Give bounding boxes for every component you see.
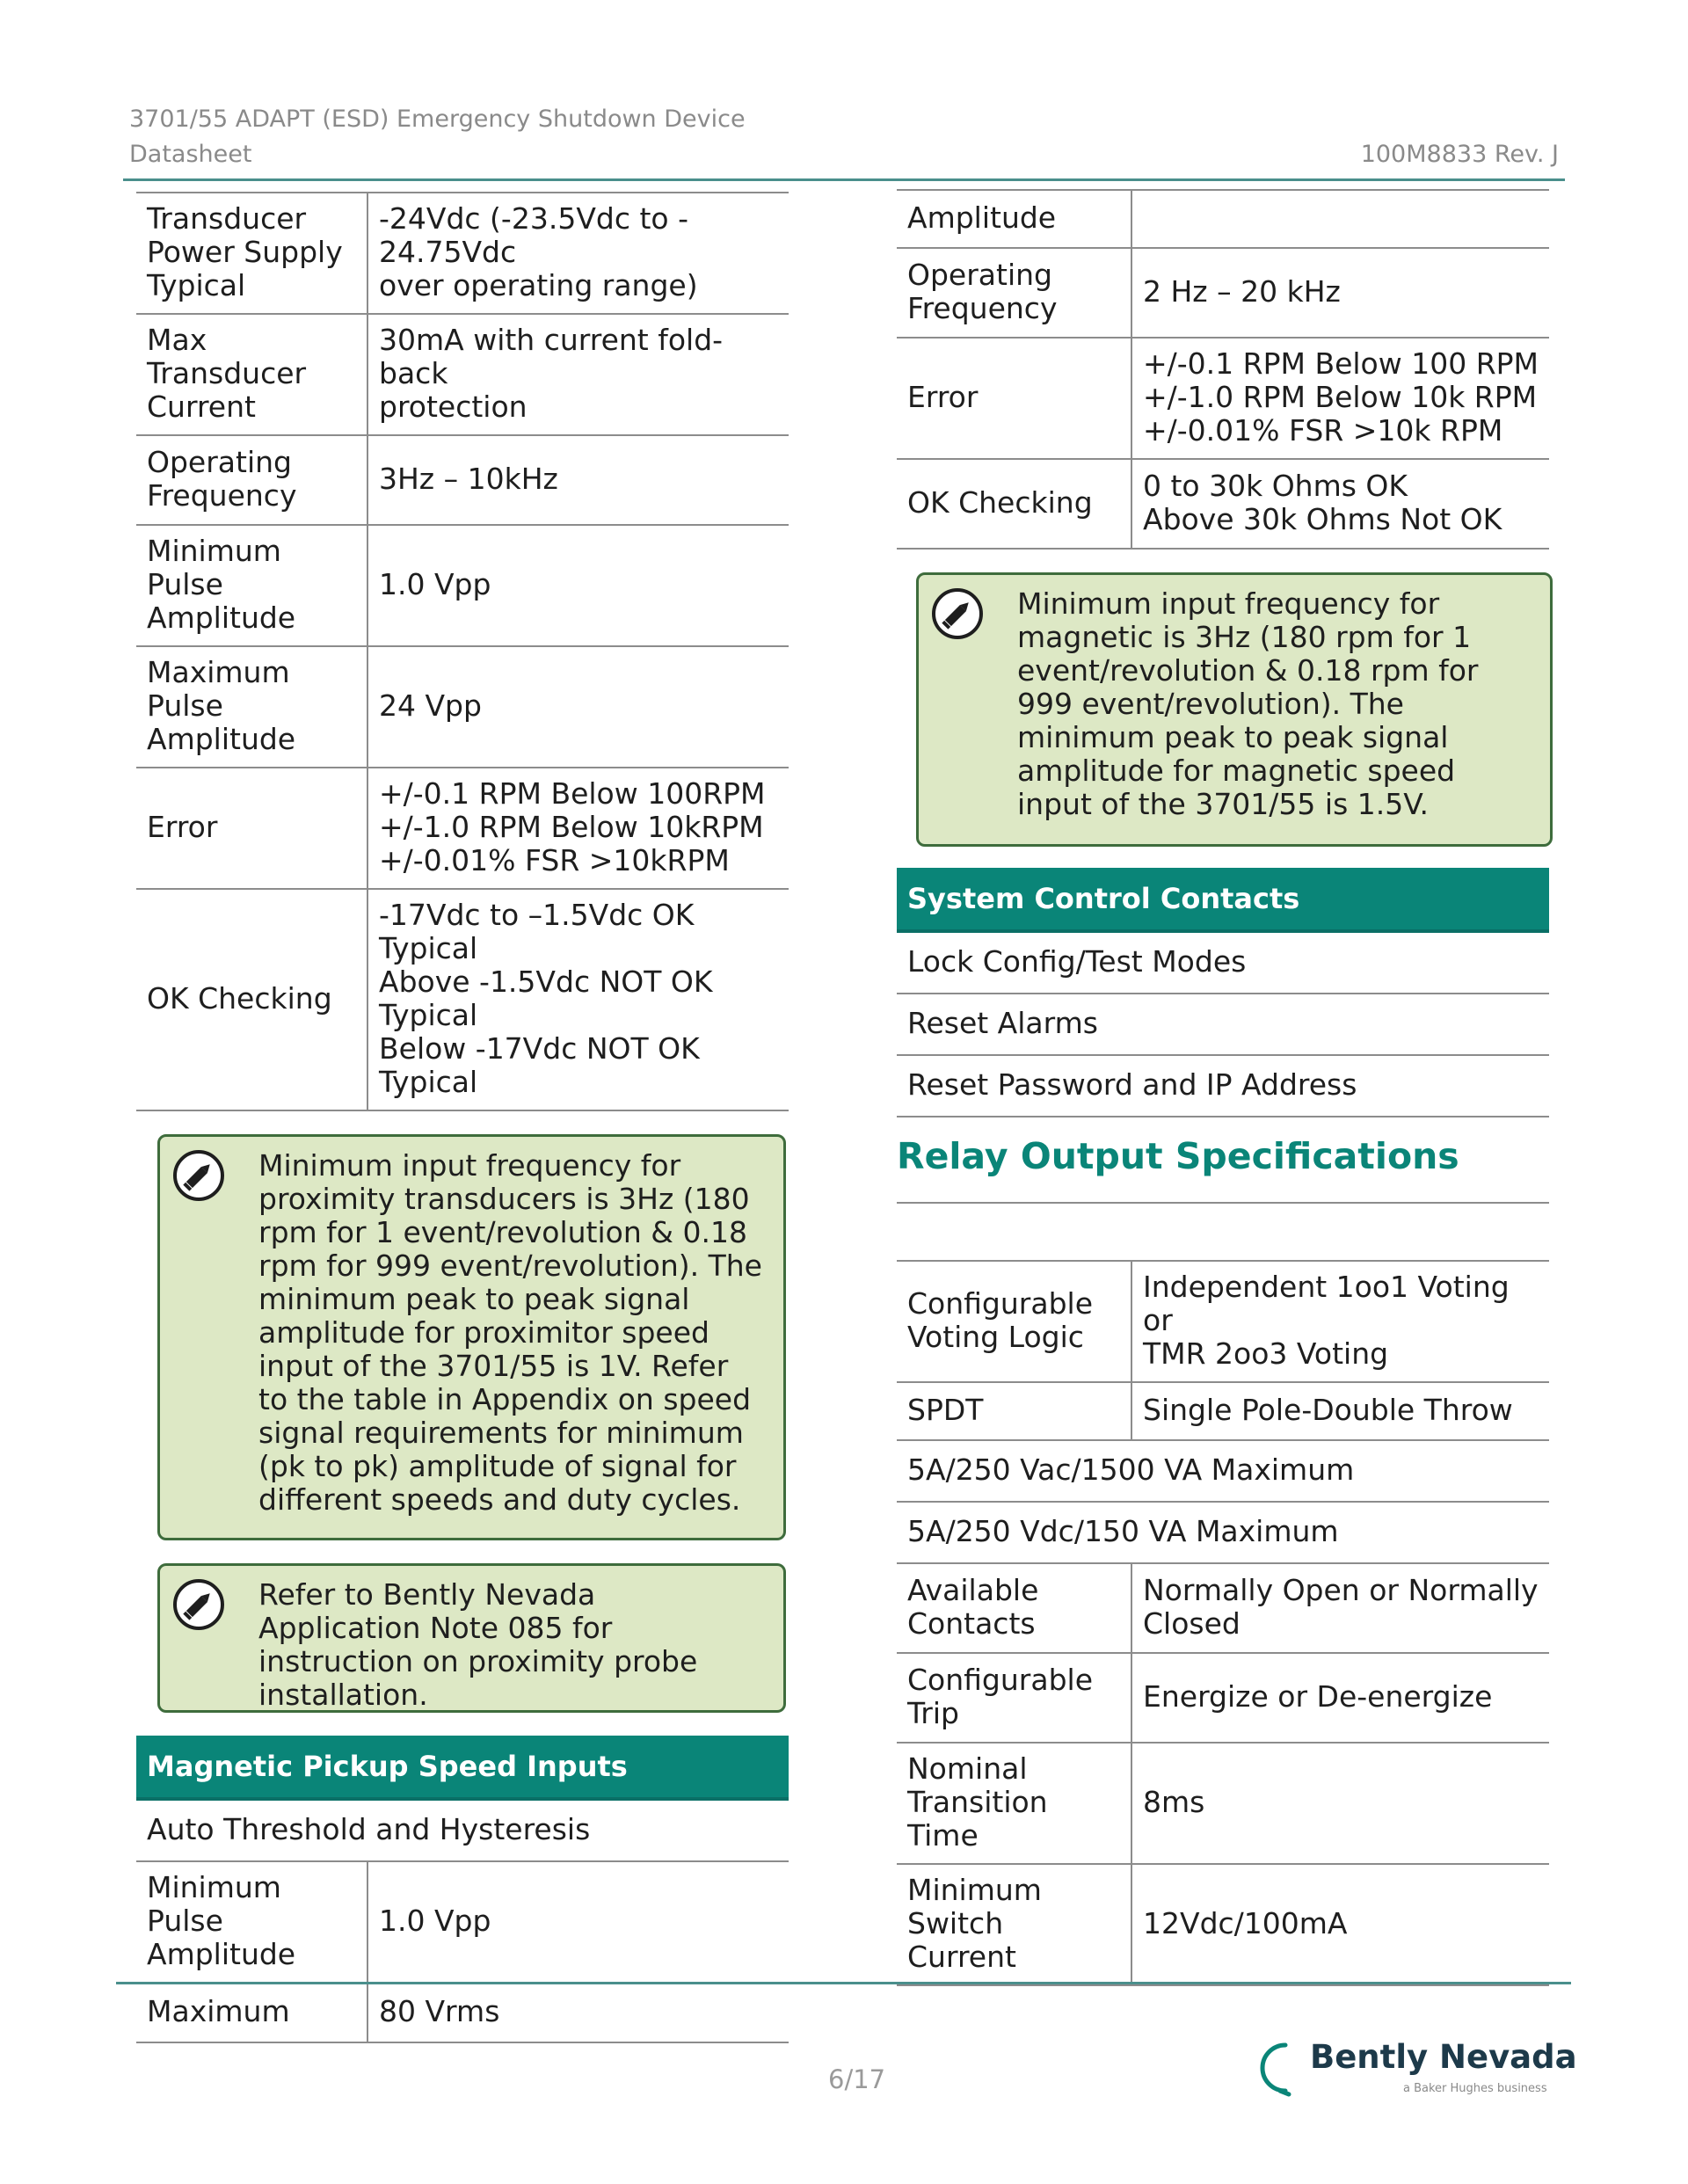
left-column xyxy=(136,192,789,2043)
spec-value: 12Vdc/100mA xyxy=(1131,1864,1549,1985)
section-header xyxy=(897,869,1549,931)
spec-value: Single Pole-Double Throw xyxy=(1131,1382,1549,1440)
spec-value: 3Hz – 10kHz xyxy=(367,435,789,525)
table-row xyxy=(136,193,789,314)
spec-label: Configurable Trip xyxy=(897,1653,1131,1743)
spec-label: Maximum Pulse Amplitude xyxy=(136,646,367,768)
note-text: Minimum input frequency for magnetic is 3Hz (180 rpm for 1 event/revolution & 0.18 rpm for 999 event/revolution). The minimum peak to peak signal amplitude for magnetic speed input of the 3701/55 is 1.5V. xyxy=(1017,586,1479,821)
spec-value: Independent 1oo1 Voting or TMR 2oo3 Voting xyxy=(1131,1261,1549,1382)
table-row xyxy=(897,1653,1549,1743)
logo-name: Bently Nevada xyxy=(1310,2038,1577,2076)
spec-value: Normally Open or Normally Closed xyxy=(1131,1563,1549,1653)
spec-value: +/-0.1 RPM Below 100 RPM +/-1.0 RPM Below 10k RPM +/-0.01% FSR >10k RPM xyxy=(1131,338,1549,459)
spec-value: 0 to 30k Ohms OK Above 30k Ohms Not OK xyxy=(1131,459,1549,549)
spec-value xyxy=(1131,190,1549,248)
spec-label: Nominal Transition Time xyxy=(897,1743,1131,1864)
spec-value: 30mA with current fold-back protection xyxy=(367,314,789,435)
spec-full-row: Reset Password and IP Address xyxy=(897,1055,1549,1117)
proximity-spec-table xyxy=(136,192,789,1111)
spec-full-row: Auto Threshold and Hysteresis xyxy=(136,1799,789,1861)
spec-full-row: 5A/250 Vac/1500 VA Maximum xyxy=(897,1440,1549,1502)
table-row xyxy=(897,1382,1549,1440)
spec-label: Minimum Switch Current xyxy=(897,1864,1131,1985)
table-row xyxy=(897,1743,1549,1864)
table-row xyxy=(897,190,1549,248)
spec-label: Minimum Pulse Amplitude xyxy=(136,525,367,646)
pencil-icon xyxy=(171,1576,227,1633)
table-row xyxy=(136,1799,789,1861)
table-row xyxy=(136,435,789,525)
relay-section-heading: Relay Output Specifications xyxy=(897,1117,1549,1204)
spec-value: 1.0 Vpp xyxy=(367,1861,789,1983)
header-divider xyxy=(123,178,1565,181)
spec-label: Operating Frequency xyxy=(136,435,367,525)
table-row xyxy=(897,931,1549,994)
application-note-reference xyxy=(157,1563,786,1713)
company-logo xyxy=(1257,2033,1577,2103)
spec-value: 24 Vpp xyxy=(367,646,789,768)
table-row xyxy=(136,1861,789,1983)
section-title: System Control Contacts xyxy=(897,869,1549,931)
page-number: 6/17 xyxy=(828,2064,886,2094)
table-row xyxy=(136,889,789,1110)
document-revision: 100M8833 Rev. J xyxy=(1360,141,1559,168)
table-row xyxy=(136,646,789,768)
spec-full-row: Reset Alarms xyxy=(897,994,1549,1055)
spec-full-row: Lock Config/Test Modes xyxy=(897,931,1549,994)
spec-label: Configurable Voting Logic xyxy=(897,1261,1131,1382)
pencil-icon xyxy=(171,1147,227,1204)
magnetic-input-spec-table xyxy=(897,189,1549,550)
table-row xyxy=(136,314,789,435)
spec-label: Max Transducer Current xyxy=(136,314,367,435)
relay-spec-table xyxy=(897,1260,1549,1986)
system-control-table xyxy=(897,868,1549,1117)
table-row xyxy=(136,525,789,646)
spec-value: -17Vdc to –1.5Vdc OK Typical Above -1.5Vdc NOT OK Typical Below -17Vdc NOT OK Typical xyxy=(367,889,789,1110)
logo-tagline: a Baker Hughes business xyxy=(1403,2082,1547,2095)
spec-label: SPDT xyxy=(897,1382,1131,1440)
table-row xyxy=(897,1440,1549,1502)
spec-label: Available Contacts xyxy=(897,1563,1131,1653)
table-row xyxy=(897,1502,1549,1563)
spec-label: Maximum xyxy=(136,1983,367,2042)
spec-label: Error xyxy=(897,338,1131,459)
table-row xyxy=(136,1983,789,2042)
document-subtitle: Datasheet xyxy=(129,141,252,168)
logo-mark-icon xyxy=(1257,2033,1310,2103)
table-row xyxy=(897,1864,1549,1985)
section-title: Magnetic Pickup Speed Inputs xyxy=(136,1736,789,1799)
spec-label: Error xyxy=(136,768,367,889)
magnetic-frequency-note xyxy=(916,572,1553,847)
proximity-frequency-note xyxy=(157,1134,786,1540)
spec-label: Amplitude xyxy=(897,190,1131,248)
table-row xyxy=(897,994,1549,1055)
table-row xyxy=(897,1261,1549,1382)
table-row xyxy=(897,248,1549,338)
table-row xyxy=(897,338,1549,459)
pencil-icon xyxy=(929,586,986,642)
spec-value: 80 Vrms xyxy=(367,1983,789,2042)
magnetic-spec-table xyxy=(136,1736,789,2043)
table-row xyxy=(136,768,789,889)
spec-value: Energize or De-energize xyxy=(1131,1653,1549,1743)
spec-value: +/-0.1 RPM Below 100RPM +/-1.0 RPM Below 10kRPM +/-0.01% FSR >10kRPM xyxy=(367,768,789,889)
spec-label: OK Checking xyxy=(136,889,367,1110)
table-row xyxy=(897,1055,1549,1117)
spec-label: Transducer Power Supply Typical xyxy=(136,193,367,314)
spec-value: -24Vdc (-23.5Vdc to - 24.75Vdc over operating range) xyxy=(367,193,789,314)
spec-label: Operating Frequency xyxy=(897,248,1131,338)
spec-value: 8ms xyxy=(1131,1743,1549,1864)
right-column xyxy=(897,189,1549,1986)
note-text: Minimum input frequency for proximity transducers is 3Hz (180 rpm for 1 event/revolution & 0.18 rpm for 999 event/revolution). The minimum peak to peak signal amplitude for proximitor speed input of the 3701/55 is 1V. Refer to the table in Appendix on speed signal requirements for minimum (pk to pk) amplitude of signal for different speeds and duty cycles. xyxy=(258,1148,762,1517)
note-text: Refer to Bently Nevada Application Note 085 for instruction on proximity probe installation. xyxy=(258,1577,698,1712)
spec-full-row: 5A/250 Vdc/150 VA Maximum xyxy=(897,1502,1549,1563)
document-title: 3701/55 ADAPT (ESD) Emergency Shutdown Device xyxy=(129,106,746,133)
spec-label: Minimum Pulse Amplitude xyxy=(136,1861,367,1983)
table-spacer xyxy=(897,1204,1549,1262)
section-header xyxy=(136,1736,789,1799)
spec-value: 2 Hz – 20 kHz xyxy=(1131,248,1549,338)
spec-value: 1.0 Vpp xyxy=(367,525,789,646)
table-row xyxy=(897,1563,1549,1653)
table-row xyxy=(897,459,1549,549)
footer-divider xyxy=(116,1982,1571,1984)
spec-label: OK Checking xyxy=(897,459,1131,549)
